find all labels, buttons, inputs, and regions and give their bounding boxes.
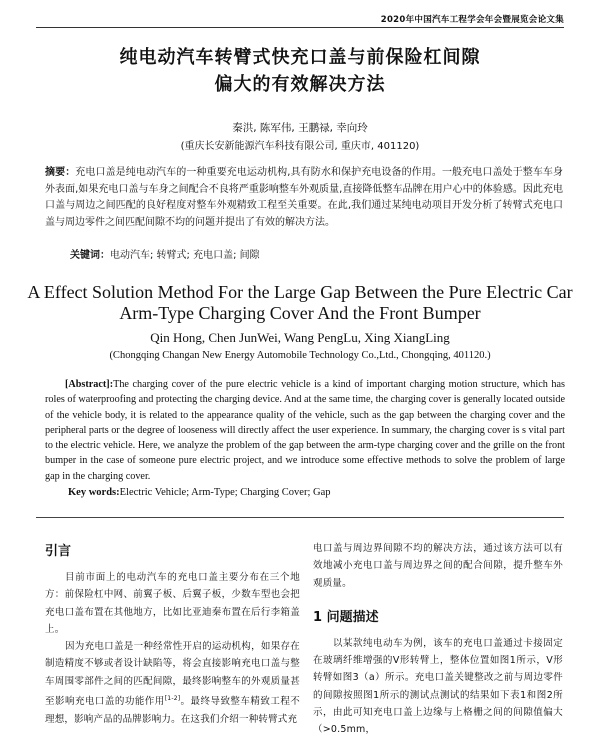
english-keywords (68, 487, 568, 498)
intro-paragraph-2 (45, 638, 300, 728)
chinese-abstract (45, 165, 563, 231)
chinese-keywords (70, 246, 570, 261)
chinese-title-line-1: 纯电动汽车转臂式快充口盖与前保险杠间隙 (119, 47, 481, 68)
chinese-abstract-text: 充电口盖是纯电动汽车的一种重要充电运动机构,具有防水和保护充电设备的作用。一般充电口盖处于整车车身外表面,如果充电口盖与车身之间配合不良将严重影响整车外观质量,直接降低整车品牌在用户心中的体验感。因此充电口盖与周边之间匹配的良好程度对整车外观精致工程至关重要。在此,我们通过某纯电动项目开发分析了转臂式充电口盖与周边零件之间匹配间隙不均的问题并提出了有效的解决方法。 (45, 167, 564, 228)
chinese-title-line-2: 偏大的有效解决方法 (214, 74, 386, 95)
english-keywords-label: Key words: (68, 487, 120, 498)
english-abstract-text: The charging cover of the pure electric vehicle is a kind of important charging motion structure, which has roles of waterproofing and protecting the charging device. And at the same time, the charging cover is generally located outside of the vehicle body, it is related to the appearance quality of the vehicle, such as the gap between the charging cover and the peripheral parts or the degree of looseness will directly affect the user experience. In summary, the charging cover is s vital part to the electric vehicle. Here, we analyze the problem of the gap between the arm-type charging cover and the grille on the front bumper in the case of someone pure electric project, and we introduce some effective methods to solve the problem of large gap in the charging cover. (45, 379, 565, 482)
english-authors: Qin Hong, Chen JunWei, Wang PengLu, Xing XiangLing (150, 330, 450, 345)
english-abstract-label: [Abstract]: (65, 379, 114, 390)
chinese-abstract-label: 摘要： (45, 167, 76, 178)
english-abstract (45, 377, 565, 484)
chinese-keywords-text: 电动汽车; 转臂式; 充电口盖; 间隙 (110, 250, 260, 261)
english-affiliation: (Chongqing Changan New Energy Automobile Technology Co.,Ltd., Chongqing, 401120.) (109, 350, 491, 361)
intro-continuation: 电口盖与周边界间隙不均的解决方法，通过该方法可以有效地减小充电口盖与周边界之间的配合间隙，提升整车外观质量。 (313, 543, 563, 589)
chinese-authors: 秦洪, 陈军伟, 王鹏禄, 幸向玲 (232, 122, 368, 134)
intro-heading: 引言 (45, 544, 72, 559)
header-divider (36, 27, 564, 28)
intro-paragraph-1: 目前市面上的电动汽车的充电口盖主要分布在三个地方：前保险杠中网、前翼子板、后翼子板，少数车型也会把充电口盖布置在其他地方，比如比亚迪秦布置在后行李箱盖上。 (45, 572, 300, 635)
running-header: 2020年中国汽车工程学会年会暨展览会论文集 (380, 15, 564, 25)
english-title (0, 282, 600, 324)
problem-paragraph-1: 以某款纯电动车为例，该车的充电口盖通过卡接固定在玻璃纤维增强的V形转臂上，整体位置如图1所示，V形转臂如图3（a）所示。充电口盖关键整改之前与周边零件的间隙按照图1所示的测试点测试的结果如下表1和图2所示，由此可知充电口盖上边缘与上格栅之间的间隙值偏大（>0.5mm， (313, 637, 563, 736)
chinese-title (0, 44, 600, 98)
problem-heading: 1 问题描述 (313, 609, 379, 625)
chinese-affiliation: (重庆长安新能源汽车科技有限公司, 重庆市, 401120) (180, 141, 420, 152)
intro-paragraph-2-part-b: 。最终导致整车精致工程不理想，影响产品的品牌影响力。在这我们介绍一种转臂式充 (45, 696, 301, 725)
intro-paragraph-2-part-a: 因为充电口盖是一种经常性开启的运动机构，如果存在制造精度不够或者设计缺陷等，将会直接影响充电口盖与整车周围零部件之间的匹配间隙，最终影响整车的外观质量甚至影响充电口盖的功能作用 (45, 641, 300, 708)
english-title-line-1: A Effect Solution Method For the Large Gap Between the Pure Electric Car (27, 282, 573, 302)
section-divider (36, 517, 564, 518)
english-keywords-text: Electric Vehicle; Arm-Type; Charging Cover; Gap (119, 487, 331, 498)
chinese-keywords-label: 关键词： (70, 250, 110, 261)
english-title-line-2: Arm-Type Charging Cover And the Front Bumper (119, 303, 481, 323)
citation-ref: [1-2] (164, 695, 181, 703)
right-column (313, 540, 563, 739)
left-column (45, 540, 300, 728)
